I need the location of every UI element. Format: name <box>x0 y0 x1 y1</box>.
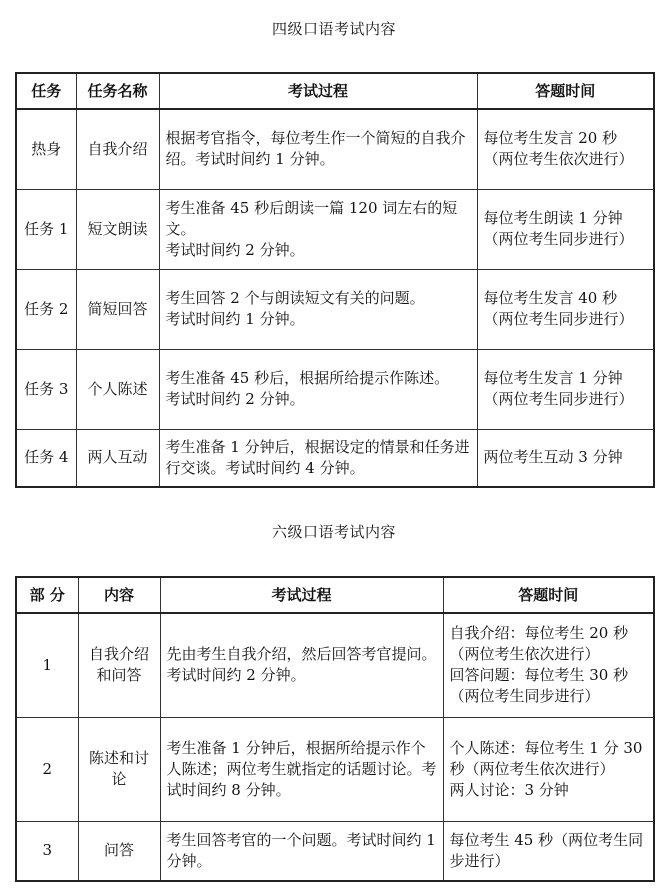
process-cell <box>160 613 443 717</box>
time-text: 每位考生发言 20 秒（两位考生依次进行） <box>483 129 634 169</box>
table1-caption: 四级口语考试内容 <box>271 20 396 38</box>
task-name-cell: 自我介绍 <box>76 109 159 189</box>
time-text: 每位考生发言 40 秒（两位考生同步进行） <box>483 289 634 328</box>
table-row <box>16 269 654 349</box>
time-cell <box>477 189 654 269</box>
process-text: 考生回答 2 个与朗读短文有关的问题。 <box>165 289 425 307</box>
process-cell <box>159 349 477 429</box>
header-task-name: 任务名称 <box>76 73 159 109</box>
task-cell: 任务 1 <box>16 189 76 269</box>
time-cell <box>477 269 654 349</box>
header-exam-process: 考试过程 <box>160 577 443 613</box>
time-cell <box>443 821 654 881</box>
process-cell <box>159 269 477 349</box>
time-cell <box>443 717 654 821</box>
process-text: 先由考生自我介绍，然后回答考官提问。 <box>166 645 437 664</box>
table-row <box>16 429 654 487</box>
header-exam-process: 考试过程 <box>159 73 477 109</box>
process-text: 考试时间约 1 分钟。 <box>165 310 305 328</box>
task-name-cell: 个人陈述 <box>76 349 159 429</box>
table-header-row <box>16 577 654 613</box>
time-text: 两位考生互动 3 分钟 <box>483 448 623 467</box>
process-cell <box>160 821 443 881</box>
time-text: 每位考生发言 1 分钟（两位考生同步进行） <box>483 369 634 408</box>
process-text: 根据考官指令，每位考生作一个简短的自我介绍。考试时间约 1 分钟。 <box>165 129 466 169</box>
cet4-oral-exam-table <box>15 72 655 488</box>
table-row <box>16 349 654 429</box>
header-answer-time: 答题时间 <box>477 73 654 109</box>
part-cell: 1 <box>16 613 78 717</box>
time-cell <box>477 349 654 429</box>
task-name-cell: 简短回答 <box>76 269 159 349</box>
table-header-row <box>16 73 654 109</box>
time-cell <box>477 109 654 189</box>
table-row <box>16 613 654 717</box>
process-cell <box>159 189 477 269</box>
process-text: 考试时间约 2 分钟。 <box>166 666 306 685</box>
header-answer-time: 答题时间 <box>443 577 654 613</box>
table-row <box>16 821 654 881</box>
header-content: 内容 <box>78 577 160 613</box>
table-row <box>16 717 654 821</box>
time-text: 个人陈述：每位考生 1 分 30 秒（两位考生依次进行） <box>449 738 643 778</box>
process-cell <box>160 717 443 821</box>
content-cell: 自我介绍和问答 <box>78 613 160 717</box>
time-cell <box>443 613 654 717</box>
task-cell: 任务 2 <box>16 269 76 349</box>
process-cell <box>159 429 477 487</box>
process-text: 考生准备 45 秒后朗读一篇 120 词左右的短文。 <box>165 198 458 238</box>
table-row <box>16 189 654 269</box>
content-cell: 问答 <box>78 821 160 881</box>
process-text: 考生准备 1 分钟后，根据设定的情景和任务进行交谈。考试时间约 4 分钟。 <box>165 437 470 477</box>
header-task: 任务 <box>16 73 76 109</box>
part-cell: 3 <box>16 821 78 881</box>
task-cell: 任务 4 <box>16 429 76 487</box>
part-cell: 2 <box>16 717 78 821</box>
task-name-cell: 短文朗读 <box>76 189 159 269</box>
time-text: 回答问题：每位考生 30 秒（两位考生同步进行） <box>449 666 629 706</box>
process-text: 考生准备 45 秒后，根据所给提示作陈述。 <box>165 369 450 387</box>
header-part: 部 分 <box>16 577 78 613</box>
task-name-cell: 两人互动 <box>76 429 159 487</box>
content-cell: 陈述和讨论 <box>78 717 160 821</box>
cet6-oral-exam-table <box>15 576 655 882</box>
task-cell: 热身 <box>16 109 76 189</box>
process-cell <box>159 109 477 189</box>
process-text: 考试时间约 2 分钟。 <box>165 240 305 259</box>
time-cell <box>477 429 654 487</box>
time-text: 每位考生朗读 1 分钟（两位考生同步进行） <box>483 209 634 248</box>
process-text: 考生回答考官的一个问题。考试时间约 1 分钟。 <box>166 830 436 870</box>
time-text: 每位考生 45 秒（两位考生同步进行） <box>449 830 644 870</box>
time-text: 两人讨论：3 分钟 <box>449 780 569 799</box>
time-text: 自我介绍：每位考生 20 秒（两位考生依次进行） <box>449 624 629 664</box>
table2-caption: 六级口语考试内容 <box>271 523 396 541</box>
task-cell: 任务 3 <box>16 349 76 429</box>
process-text: 考试时间约 2 分钟。 <box>165 390 305 408</box>
table-row <box>16 109 654 189</box>
process-text: 考生准备 1 分钟后，根据所给提示作个人陈述；两位考生就指定的话题讨论。考试时间约 8 分钟。 <box>166 738 437 799</box>
